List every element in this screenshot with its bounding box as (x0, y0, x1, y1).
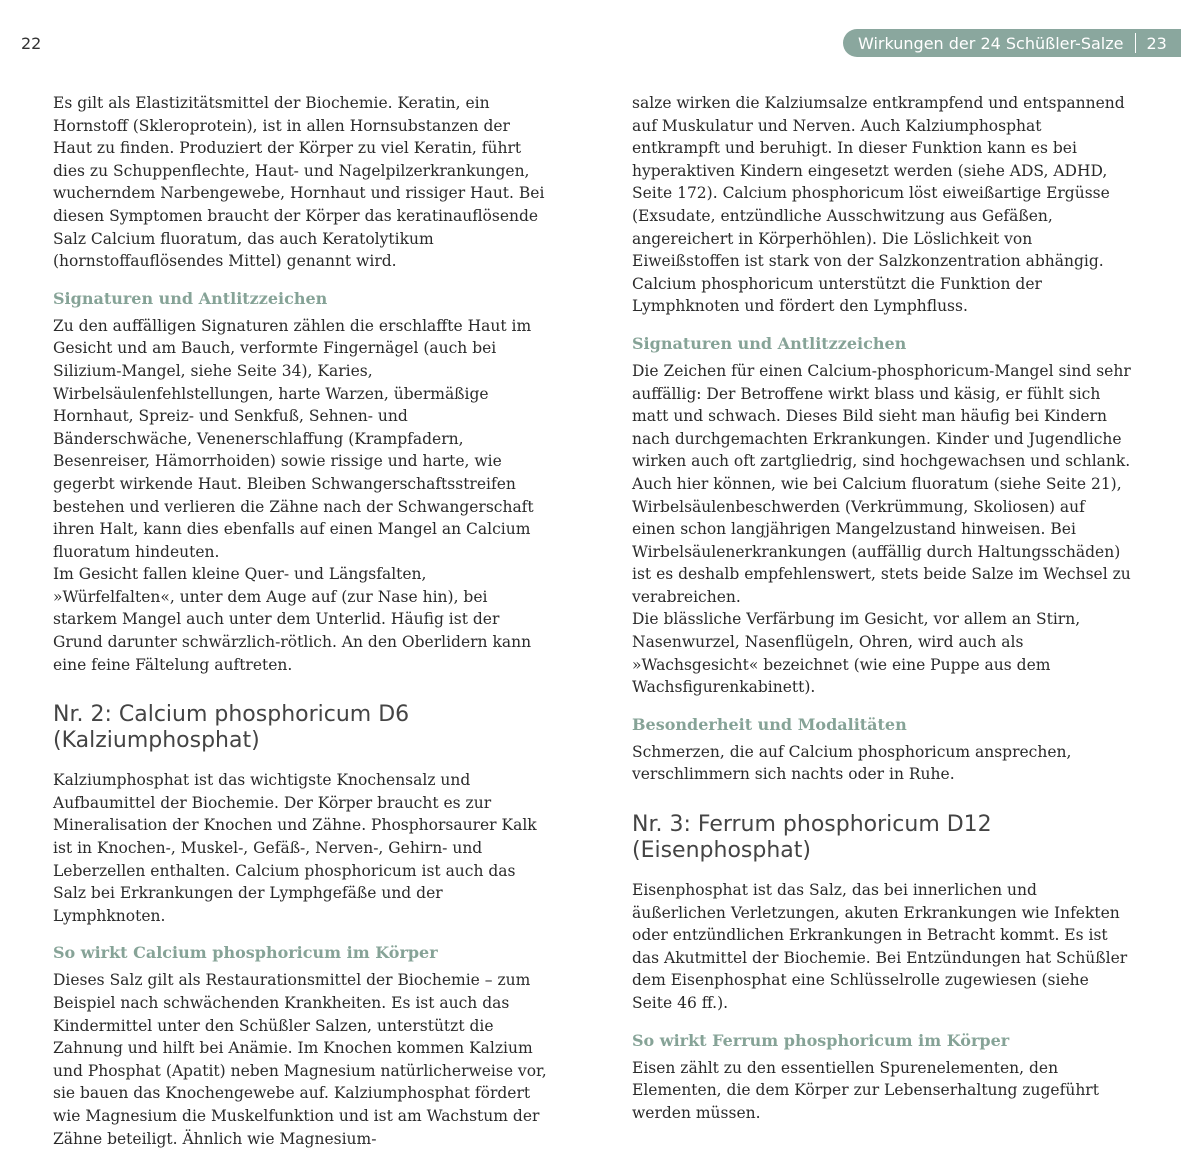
paragraph: Die blässliche Verfärbung im Gesicht, vor allem an Stirn, Nasenwurzel, Nasenflügeln, Ohren, wird auch als »Wachsgesicht« bezeichnet (wie eine Puppe aus dem Wachsfigurenkabinett). (632, 610, 1081, 697)
right-column (632, 92, 1132, 1124)
paragraph: Im Gesicht fallen kleine Quer- und Längsfalten, »Würfelfalten«, unter dem Auge auf (zur Nase hin), bei starkem Mangel auch unter dem Unterlid. Häufig ist der Grund darunter schwärzlich-rötlich. An den Oberlidern kann eine feine Fältelung auftreten. (53, 565, 532, 674)
section-subheading: Signaturen und Antlitzzeichen (632, 333, 907, 353)
left-column (53, 92, 548, 1150)
paragraph: Es gilt als Elastizitätsmittel der Biochemie. Keratin, ein Hornstoff (Skleroprotein), ist in allen Hornsubstanzen der Haut zu finden. Produziert der Körper zu viel Keratin, führt dies zu Schuppenflechte, Haut- und Nagelpilzerkrankungen, wucherndem Narbengewebe, Hornhaut und rissiger Haut. Bei diesen Symptomen braucht der Körper das keratinauflösende Salz Calcium fluoratum, das auch Keratolytikum (hornstoffauflösendes Mittel) genannt wird. (53, 94, 545, 271)
paragraph: Eisen zählt zu den essentiellen Spurenelementen, den Elementen, die dem Körper zur Lebenserhaltung zugeführt werden müssen. (632, 1058, 1099, 1122)
paragraph: Eisenphosphat ist das Salz, das bei innerlichen und äußerlichen Verletzungen, akuten Erkrankungen wie Infekten oder entzündlichen Erkrankungen in Betracht kommt. Es ist das Akutmittel der Biochemie. Bei Entzündungen hat Schüßler dem Eisenphosphat eine Schlüsselrolle zugewiesen (siehe Seite 46 ff.). (632, 881, 1128, 1012)
running-header (843, 29, 1181, 57)
paragraph: salze wirken die Kalziumsalze entkrampfend und entspannend auf Muskulatur und Nerven. Auch Kalziumphosphat entkrampft und beruhigt. In dieser Funktion kann es bei hyperaktiven Kindern eingesetzt werden (siehe ADS, ADHD, Seite 172). Calcium phosphoricum löst eiweißartige Ergüsse (Exsudate, entzündliche Ausschwitzung aus Gefäßen, angereichert in Körperhöhlen). Die Löslichkeit von Eiweißstoffen ist stark von der Salzkonzentration abhängig. Calcium phosphoricum unterstützt die Funktion der Lymphknoten und fördert den Lymphfluss. (632, 94, 1125, 316)
section-subheading: Besonderheit und Modalitäten (632, 714, 907, 734)
paragraph: Die Zeichen für einen Calcium-phosphoricum-Mangel sind sehr auffällig: Der Betroffene wirkt blass und käsig, er fühlt sich matt und schwach. Dieses Bild sieht man häufig bei Kindern nach durchgemachten Erkrankungen. Kinder und Jugendliche wirken auch oft zartgliedrig, sind hochgewachsen und schlank. Auch hier können, wie bei Calcium fluoratum (siehe Seite 21), Wirbelsäulenbeschwerden (Verkrümmung, Skoliosen) auf einen schon langjährigen Mangelzustand hinweisen. Bei Wirbelsäulenerkrankungen (auffällig durch Haltungsschäden) ist es deshalb empfehlenswert, stets beide Salze im Wechsel zu verabreichen. (632, 361, 1131, 606)
paragraph: Schmerzen, die auf Calcium phosphoricum ansprechen, verschlimmern sich nachts oder in Ruhe. (632, 742, 1072, 784)
paragraph: Zu den auffälligen Signaturen zählen die erschlaffte Haut im Gesicht und am Bauch, verformte Fingernägel (auch bei Silizium-Mangel, siehe Seite 34), Karies, Wirbelsäulenfehlstellungen, harte Warzen, übermäßige Hornhaut, Spreiz- und Senkfuß, Sehnen- und Bänderschwäche, Venenerschlaffung (Krampfadern, Besenreiser, Hämorrhoiden) sowie rissige und harte, wie gegerbt wirkende Haut. Bleiben Schwangerschaftsstreifen bestehen und verlieren die Zähne nach der Schwangerschaft ihren Halt, kann dies ebenfalls auf einen Mangel an Calcium fluoratum hindeuten. (53, 316, 534, 561)
salt-heading-line2: (Kalziumphosphat) (53, 728, 260, 754)
salt-heading-line2: (Eisenphosphat) (632, 838, 811, 864)
section-subheading: So wirkt Ferrum phosphoricum im Körper (632, 1030, 1010, 1050)
section-subheading: So wirkt Calcium phosphoricum im Körper (53, 943, 438, 963)
paragraph: Dieses Salz gilt als Restaurationsmittel der Biochemie – zum Beispiel nach schwächenden Krankheiten. Es ist auch das Kindermittel unter den Schüßler Salzen, unterstützt die Zahnung und hilft bei Anämie. Im Knochen kommen Kalzium und Phosphat (Apatit) neben Magnesium natürlicherweise vor, sie bauen das Knochengewebe auf. Kalziumphosphat fördert wie Magnesium die Muskelfunktion und ist am Wachstum der Zähne beteiligt. Ähnlich wie Magnesium- (53, 971, 547, 1148)
section-subheading: Signaturen und Antlitzzeichen (53, 288, 328, 308)
page-number-right: 23 (1146, 33, 1167, 53)
page-number-left: 22 (21, 34, 42, 53)
paragraph: Kalziumphosphat ist das wichtigste Knochensalz und Aufbaumittel der Biochemie. Der Körper braucht es zur Mineralisation der Knochen und Zähne. Phosphorsaurer Kalk ist in Knochen-, Muskel-, Gefäß-, Nerven-, Gehirn- und Leberzellen enthalten. Calcium phosphoricum ist auch das Salz bei Erkrankungen der Lymphgefäße und der Lymphknoten. (53, 771, 537, 925)
header-divider (1135, 33, 1136, 53)
salt-heading (632, 812, 1132, 864)
salt-heading-line1: Nr. 2: Calcium phosphoricum D6 (53, 702, 410, 728)
running-header-title: Wirkungen der 24 Schüßler-Salze (858, 33, 1124, 53)
salt-heading (53, 702, 548, 754)
salt-heading-line1: Nr. 3: Ferrum phosphoricum D12 (632, 812, 992, 838)
